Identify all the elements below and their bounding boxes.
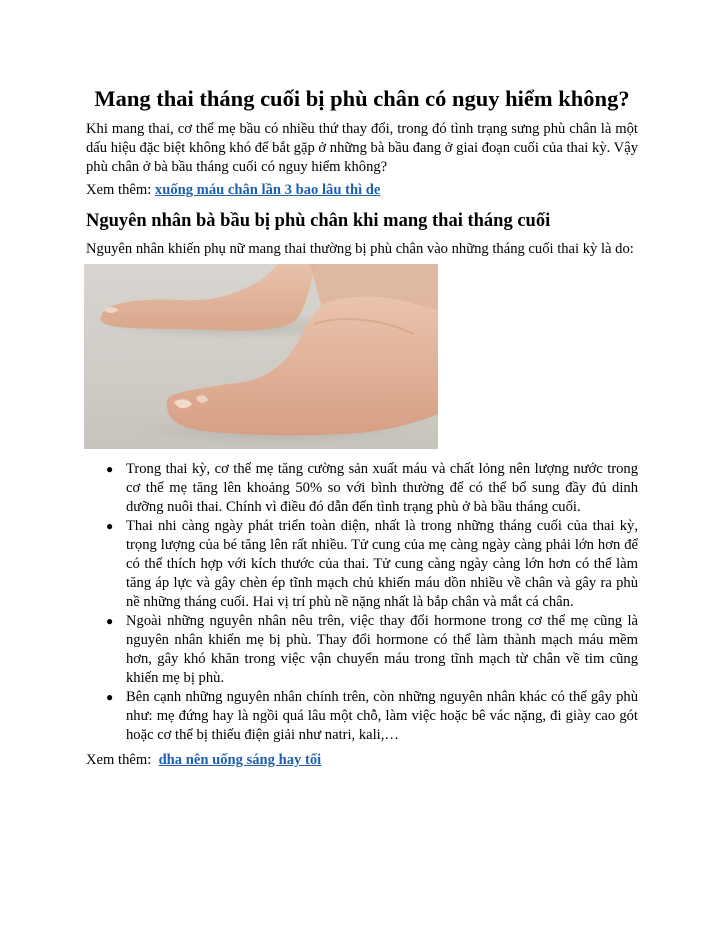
list-item [106, 612, 638, 688]
list-item [106, 460, 638, 517]
see-also-2 [86, 751, 638, 770]
see-also-1 [86, 181, 638, 200]
bullet-icon: ● [106, 462, 114, 476]
list-item [106, 688, 638, 745]
see-also-1-link[interactable]: xuống máu chân lần 3 bao lâu thì de [154, 182, 381, 198]
intro-paragraph: Khi mang thai, cơ thể mẹ bầu có nhiều thứ thay đổi, trong đó tình trạng sưng phù chân là một dấu hiệu đặc biệt không khó để bắt gặp ở những bà bầu đang ở giai đoạn cuối của thai kỳ. Vậy phù chân ở bà bầu tháng cuối có nguy hiểm không? [86, 121, 638, 175]
see-also-1-prefix: Xem thêm: [86, 182, 155, 198]
causes-list [86, 460, 638, 745]
cause-intro-paragraph: Nguyên nhân khiến phụ nữ mang thai thường bị phù chân vào những tháng cuối thai kỳ là do: [86, 241, 634, 257]
list-item [106, 517, 638, 612]
cause-text: Ngoài những nguyên nhân nêu trên, việc thay đổi hormone trong cơ thể mẹ cũng là nguyên nhân khiến mẹ bị phù. Thay đổi hormone có thể làm thành mạch máu mềm hơn, gây khó khăn trong việc vận chuyển máu trong tĩnh mạch từ chân về tim cũng khiến mẹ bị phù. [126, 613, 638, 686]
cause-text: Trong thai kỳ, cơ thể mẹ tăng cường sản xuất máu và chất lỏng nên lượng nước trong cơ thể mẹ tăng lên khoảng 50% so với bình thường để có thể bổ sung đầy đủ dinh dưỡng nuôi thai. Chính vì điều đó dẫn đến tình trạng phù ở bà bầu tháng cuối. [126, 461, 638, 515]
document-page [86, 84, 638, 770]
article-title: Mang thai tháng cuối bị phù chân có nguy hiểm không? [94, 86, 630, 111]
section-heading: Nguyên nhân bà bầu bị phù chân khi mang thai tháng cuối [86, 211, 551, 231]
bullet-icon: ● [106, 519, 114, 533]
bullet-icon: ● [106, 614, 114, 628]
bullet-icon: ● [106, 690, 114, 704]
see-also-2-link[interactable]: dha nên uống sáng hay tối [158, 752, 322, 768]
swollen-feet-photo [84, 264, 438, 449]
cause-text: Thai nhi càng ngày phát triển toàn diện, nhất là trong những tháng cuối của thai kỳ, trọng lượng của bé tăng lên rất nhiều. Tử cung của mẹ càng ngày càng phải lớn hơn để có thể thích hợp với kích thước của thai. Tử cung càng ngày càng lớn hơn có thể làm tăng áp lực và gây chèn ép tĩnh mạch chủ khiến máu dồn nhiều về chân và gây ra phù nề những tháng cuối. Hai vị trí phù nề nặng nhất là bắp chân và mắt cá chân. [126, 518, 638, 610]
cause-text: Bên cạnh những nguyên nhân chính trên, còn những nguyên nhân khác có thể gây phù như: mẹ đứng hay là ngồi quá lâu một chỗ, làm việc hoặc bê vác nặng, đi giày cao gót hoặc cơ thể bị thiếu điện giải như natri, kali,… [126, 689, 638, 743]
see-also-2-prefix: Xem thêm: [86, 752, 159, 768]
